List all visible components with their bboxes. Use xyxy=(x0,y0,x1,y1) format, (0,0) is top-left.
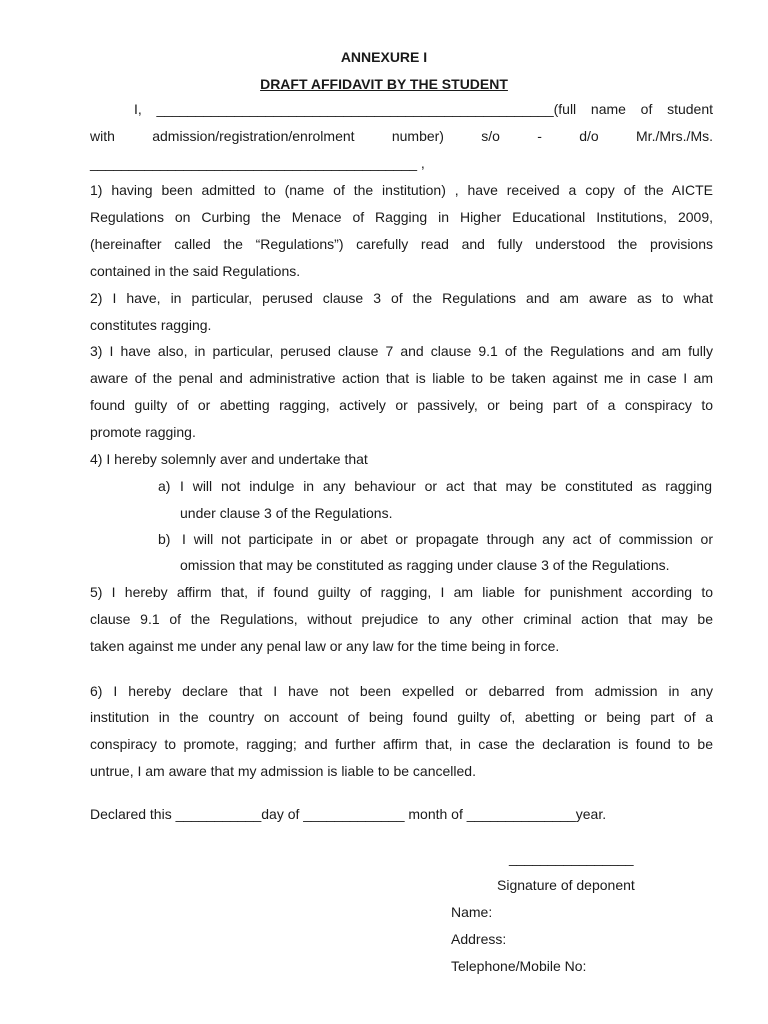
document-title-text: DRAFT AFFIDAVIT BY THE STUDENT xyxy=(260,76,508,92)
annexure-heading: ANNEXURE I xyxy=(340,49,428,65)
phone-label: Telephone/Mobile No: xyxy=(451,958,587,974)
intro-line-3: __________________________________________ , xyxy=(90,155,425,171)
address-label: Address: xyxy=(451,931,507,947)
para-2-line-2: constitutes ragging. xyxy=(90,317,212,333)
item-b-line-2: omission that may be constituted as ragging under clause 3 of the Regulations. xyxy=(180,557,670,573)
para-1-line-2: Regulations on Curbing the Menace of Ragging in Higher Educational Institutions, 2009, xyxy=(90,209,713,225)
intro-line-2: with admission/registration/enrolment number) s/o - d/o Mr./Mrs./Ms. xyxy=(90,128,713,144)
para-3-line-1: 3) I have also, in particular, perused clause 7 and clause 9.1 of the Regulations and am fully xyxy=(90,343,713,359)
name-label: Name: xyxy=(451,904,493,920)
item-a-line-1: I will not indulge in any behaviour or act that may be constituted as ragging xyxy=(180,478,712,494)
para-6-line-1: 6) I hereby declare that I have not been expelled or debarred from admission in any xyxy=(90,683,713,699)
para-3-line-4: promote ragging. xyxy=(90,424,196,440)
para-5-line-3: taken against me under any penal law or any law for the time being in force. xyxy=(90,638,560,654)
para-6-line-3: conspiracy to promote, ragging; and further affirm that, in case the declaration is found to be xyxy=(90,736,713,752)
para-5-line-2: clause 9.1 of the Regulations, without prejudice to any other criminal action that may be xyxy=(90,611,713,627)
para-1-line-4: contained in the said Regulations. xyxy=(90,263,301,279)
intro-line-1: I, ___________________________________________________(full name of student xyxy=(134,101,713,117)
para-6-line-2: institution in the country on account of being found guilty of, abetting or being part of a xyxy=(90,709,713,725)
para-1-line-3: (hereinafter called the “Regulations”) carefully read and fully understood the provisions xyxy=(90,236,713,252)
signature-label: Signature of deponent xyxy=(497,877,635,893)
para-3-line-3: found guilty of or abetting ragging, actively or passively, or being part of a conspiracy to xyxy=(90,397,713,413)
para-2-line-1: 2) I have, in particular, perused clause 3 of the Regulations and am aware as to what xyxy=(90,290,713,306)
para-3-line-2: aware of the penal and administrative action that is liable to be taken against me in case I am xyxy=(90,370,713,386)
item-b-label: b) xyxy=(158,531,171,547)
item-a-label: a) xyxy=(158,478,171,494)
document-title xyxy=(0,75,768,93)
declared-line: Declared this ___________day of _____________ month of ______________year. xyxy=(90,806,607,822)
signature-line: ________________ xyxy=(509,850,634,866)
para-4-line-1: 4) I hereby solemnly aver and undertake that xyxy=(90,451,368,467)
para-6-line-4: untrue, I am aware that my admission is liable to be cancelled. xyxy=(90,763,476,779)
para-1-line-1: 1) having been admitted to (name of the institution) , have received a copy of the AICTE xyxy=(90,182,713,198)
item-b-line-1: I will not participate in or abet or propagate through any act of commission or xyxy=(182,531,713,547)
para-5-line-1: 5) I hereby affirm that, if found guilty of ragging, I am liable for punishment according to xyxy=(90,584,713,600)
item-a-line-2: under clause 3 of the Regulations. xyxy=(180,505,393,521)
